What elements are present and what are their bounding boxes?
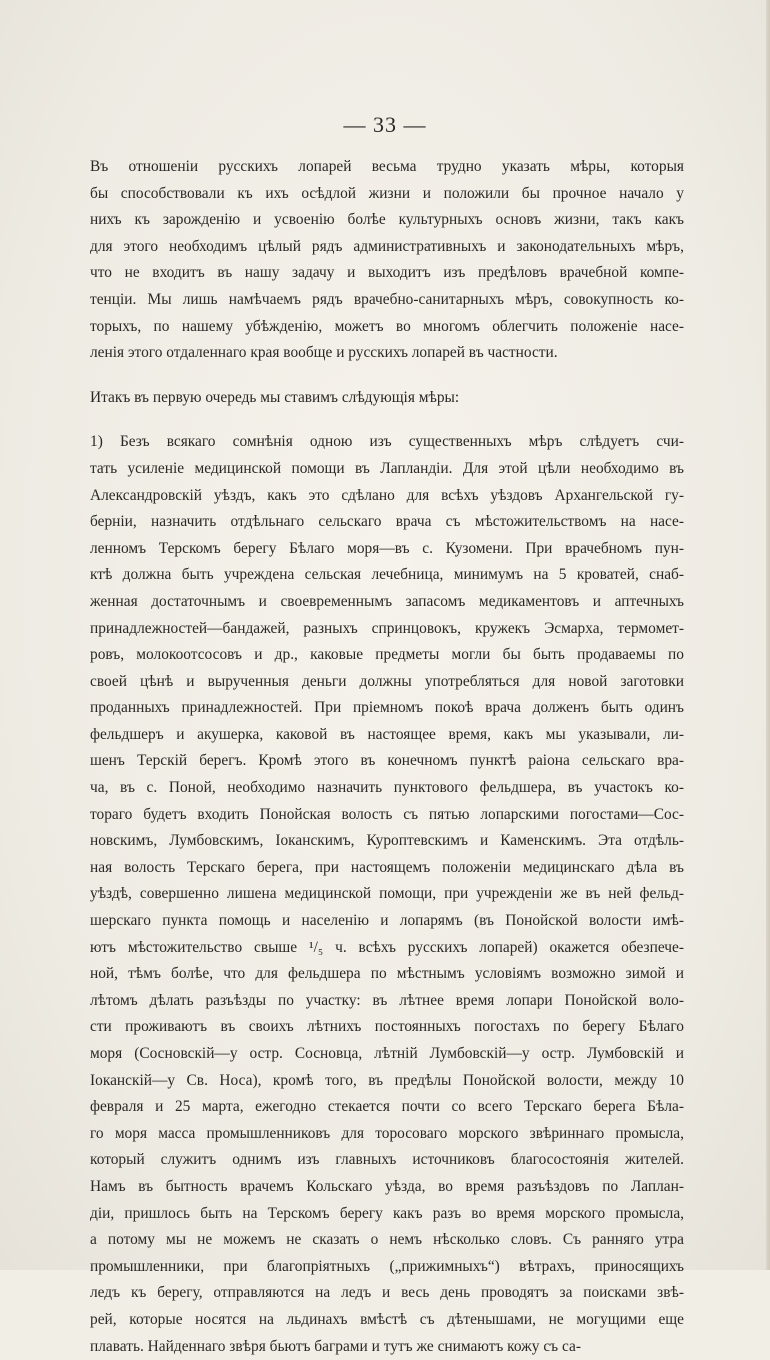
paragraph-gap	[90, 367, 684, 385]
text-line: діи, пришлось быть на Терскомъ берегу какъ разъ во время морского промысла,	[90, 1204, 684, 1222]
text-line: торыхъ, по нашему убѣжденію, можетъ во многомъ облегчить положеніе насе-	[90, 317, 684, 335]
text-line: берніи, назначить отдѣльнаго сельскаго врача съ мѣстожительствомъ на насе-	[90, 513, 684, 531]
text-line: ктѣ должна быть учреждена сельская лечебница, минимумъ на 5 кроватей, снаб-	[90, 566, 684, 584]
text-line: женная достаточнымъ и своевременнымъ запасомъ медикаментовъ и аптечныхъ	[90, 592, 684, 610]
text-line: уѣздѣ, совершенно лишена медицинской помощи, при учрежденіи же въ ней фельд-	[90, 885, 684, 903]
text-line: Итакъ въ первую очередь мы ставимъ слѣдующія мѣры:	[90, 388, 460, 406]
text-line: тать усиленіе медицинской помощи въ Лапландіи. Для этой цѣли необходимо въ	[90, 459, 684, 477]
text-line: фельдшеръ и акушерка, каковой въ настоящее время, какъ мы указывали, ли-	[90, 725, 684, 743]
text-line: который служитъ однимъ изъ главныхъ источниковъ благосостоянія жителей.	[90, 1151, 684, 1169]
text-line: промышленники, при благопріятныхъ („прижимныхъ“) вѣтрахъ, приносящихъ	[90, 1257, 684, 1275]
text-line: бы способствовали къ ихъ осѣдлой жизни и положили бы прочное начало у	[90, 184, 684, 202]
text-line: Іоканскій—у Св. Носа), кромѣ того, въ предѣлы Понойской волости, между 10	[90, 1071, 684, 1089]
text-line: а потому мы не можемъ не сказать о немъ нѣсколько словъ. Съ ранняго утра	[90, 1231, 684, 1249]
text-line: ютъ мѣстожительство свыше ¹/₅ ч. всѣхъ русскихъ лопарей) окажется обезпече-	[90, 938, 684, 956]
text-line: ровъ, молокоотсосовъ и др., каковые предметы могли бы быть продаваемы по	[90, 646, 684, 664]
text-line: тенціи. Мы лишь намѣчаемъ рядъ врачебно-санитарныхъ мѣръ, совокупность ко-	[90, 290, 684, 308]
text-line: шерскаго пункта помощь и населенію и лопарямъ (въ Понойской волости имѣ-	[90, 912, 684, 930]
text-line: лѣтомъ дѣлать разъѣзды по участку: въ лѣтнее время лопари Понойской воло-	[90, 991, 684, 1009]
paragraph-measure-1	[90, 429, 684, 1360]
text-line: что не входитъ въ нашу задачу и выходитъ изъ предѣловъ врачебной компе-	[90, 264, 684, 282]
text-line: тораго будетъ входить Понойская волость съ пятью лопарскими погостами—Сос-	[90, 805, 684, 823]
text-line: ленномъ Терскомъ берегу Бѣлаго моря—въ с. Кузомени. При врачебномъ пун-	[90, 539, 684, 557]
text-line: ной, тѣмъ болѣе, что для фельдшера по мѣстнымъ условіямъ возможно зимой и	[90, 965, 684, 983]
text-line: принадлежностей—бандажей, разныхъ спринцовокъ, кружекъ Эсмарха, термомет-	[90, 619, 684, 637]
text-line: рей, которые носятся на льдинахъ вмѣстѣ съ дѣтенышами, не могущими еще	[90, 1310, 684, 1328]
text-line: Въ отношеніи русскихъ лопарей весьма трудно указать мѣры, которыя	[90, 158, 684, 175]
text-line: своей цѣнѣ и вырученныя деньги должны употребляться для новой заготовки	[90, 672, 684, 690]
text-line: Александровскій уѣздъ, какъ это сдѣлано для всѣхъ уѣздовъ Архангельской гу-	[90, 486, 684, 504]
text-line: февраля и 25 марта, ежегодно стекается почти со всего Терскаго берега Бѣла-	[90, 1098, 684, 1116]
text-line: 1) Безъ всякаго сомнѣнія одною изъ существенныхъ мѣръ слѣдуетъ счи-	[90, 433, 684, 451]
text-line: ледъ къ берегу, отправляются на ледъ и весь день проводятъ за поисками звѣ-	[90, 1284, 684, 1302]
sheet-edge	[766, 0, 770, 1270]
text-line: для этого необходимъ цѣлый рядъ административныхъ и законодательныхъ мѣръ,	[90, 237, 684, 255]
text-line: новскимъ, Лумбовскимъ, Іоканскимъ, Куроптевскимъ и Каменскимъ. Эта отдѣль-	[90, 832, 684, 850]
text-line: проданныхъ принадлежностей. При пріемномъ покоѣ врача долженъ быть одинъ	[90, 699, 684, 717]
text-line: моря (Сосновскій—у остр. Сосновца, лѣтній Лумбовскій—у остр. Лумбовскій и	[90, 1045, 684, 1062]
text-line: плавать. Найденнаго звѣря бьютъ баграми и тутъ же снимаютъ кожу съ са-	[90, 1337, 581, 1355]
paragraph-measures-heading	[90, 385, 684, 412]
text-line: шенъ Терскій берегъ. Кромѣ этого въ конечномъ пунктѣ раіона сельскаго вра-	[90, 752, 684, 770]
text-line: ча, въ с. Поной, необходимо назначить пунктового фельдшера, въ участокъ ко-	[90, 779, 684, 797]
page-number: — 33 —	[343, 112, 427, 137]
paragraph-gap	[90, 411, 684, 429]
body-text	[90, 154, 684, 1360]
paragraph-intro	[90, 154, 684, 367]
text-line: сти проживаютъ въ своихъ лѣтнихъ постоянныхъ погостахъ по берегу Бѣлаго	[90, 1018, 684, 1036]
text-line: ленія этого отдаленнаго края вообще и русскихъ лопарей въ частности.	[90, 344, 558, 362]
text-line: Намъ въ бытность врачемъ Кольскаго уѣзда, во время разъѣздовъ по Лаплан-	[90, 1177, 684, 1195]
text-line: нихъ къ зарожденію и усвоенію болѣе культурныхъ основъ жизни, такъ какъ	[90, 211, 684, 229]
text-line: ная волость Терскаго берега, при настоящемъ положеніи медицинскаго дѣла въ	[90, 858, 684, 876]
text-line: го моря масса промышленниковъ для торосоваго морского звѣриннаго промысла,	[90, 1124, 684, 1142]
